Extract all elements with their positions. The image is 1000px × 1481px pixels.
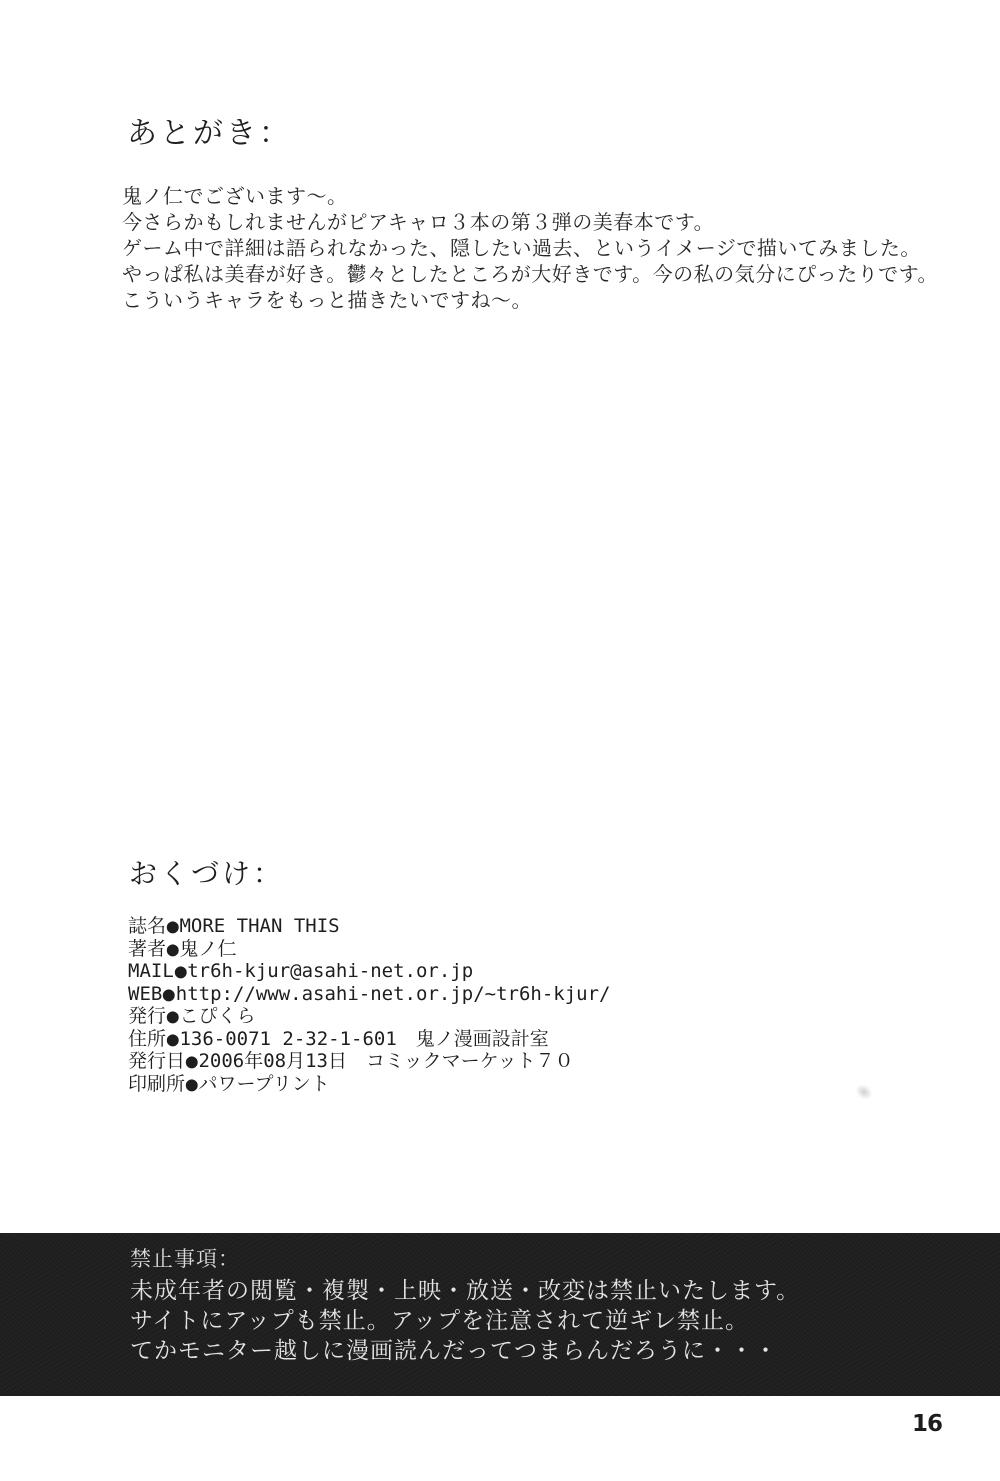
colophon-row-web (128, 983, 610, 1006)
colophon-label: 発行日 (128, 1050, 186, 1072)
colophon-row-mail (128, 960, 610, 983)
colophon-label: 住所 (128, 1027, 167, 1050)
colophon-value: こぴくら (179, 1005, 256, 1027)
colophon-value: 136-0071 2-32-1-601 鬼ノ漫画設計室 (179, 1027, 549, 1050)
colophon-heading: おくづけ： (129, 858, 285, 889)
bullet-separator-icon: ● (166, 1004, 179, 1028)
afterword-heading: あとがき： (127, 117, 292, 150)
colophon-row-title (128, 915, 610, 938)
colophon-label: 印刷所 (128, 1072, 186, 1095)
colophon-value: パワープリント (198, 1072, 330, 1095)
prohibition-line: 未成年者の閲覧・複製・上映・放送・改変は禁止いたします。 (130, 1277, 801, 1303)
colophon-value: 2006年08月13日 コミックマーケット７０ (198, 1050, 574, 1072)
afterword-line: やっぱ私は美春が好き。鬱々としたところが大好きです。今の私の気分にぴったりです。 (122, 264, 938, 286)
colophon-value: http://www.asahi-net.or.jp/~tr6h-kjur/ (175, 982, 611, 1005)
prohibition-banner (0, 1233, 1000, 1396)
bullet-separator-icon: ● (185, 1049, 198, 1073)
colophon-row-date (128, 1050, 610, 1073)
afterword-line: こういうキャラをもっと描きたいですね～。 (122, 290, 532, 312)
colophon-value: 鬼ノ仁 (179, 937, 237, 960)
colophon-section (128, 915, 610, 1095)
colophon-value: MORE THAN THIS (179, 915, 340, 937)
colophon-label: 発行 (128, 1005, 167, 1027)
bullet-separator-icon: ● (166, 936, 179, 961)
afterword-line: ゲーム中で詳細は語られなかった、隠したい過去、というイメージで描いてみました。 (122, 238, 921, 260)
bullet-separator-icon: ● (174, 959, 187, 983)
scan-artifact (853, 1081, 876, 1103)
bullet-separator-icon: ● (163, 981, 176, 1006)
colophon-row-printer (128, 1073, 610, 1096)
afterword-paragraph (122, 184, 938, 314)
afterword-line: 今さらかもしれませんがピアキャロ３本の第３弾の美春本です。 (122, 212, 715, 234)
colophon-row-author (128, 938, 610, 961)
colophon-label: 著者 (128, 937, 167, 960)
bullet-separator-icon: ● (185, 1071, 198, 1096)
colophon-value: tr6h-kjur@asahi-net.or.jp (187, 960, 474, 982)
colophon-label: WEB (128, 982, 163, 1005)
colophon-label: MAIL (128, 960, 174, 982)
prohibition-line: サイトにアップも禁止。アップを注意されて逆ギレ禁止。 (130, 1307, 749, 1333)
prohibition-heading: 禁止事項： (130, 1248, 240, 1271)
colophon-label: 誌名 (128, 915, 167, 937)
bullet-separator-icon: ● (166, 1026, 179, 1051)
bullet-separator-icon: ● (166, 914, 179, 938)
colophon-row-address (128, 1028, 610, 1051)
colophon-row-publisher (128, 1005, 610, 1028)
prohibition-line: てかモニター越しに漫画読んだってつまらんだろうに・・・ (130, 1337, 778, 1363)
afterword-line: 鬼ノ仁でございます～。 (122, 186, 348, 208)
page-number: 16 (911, 1411, 942, 1437)
